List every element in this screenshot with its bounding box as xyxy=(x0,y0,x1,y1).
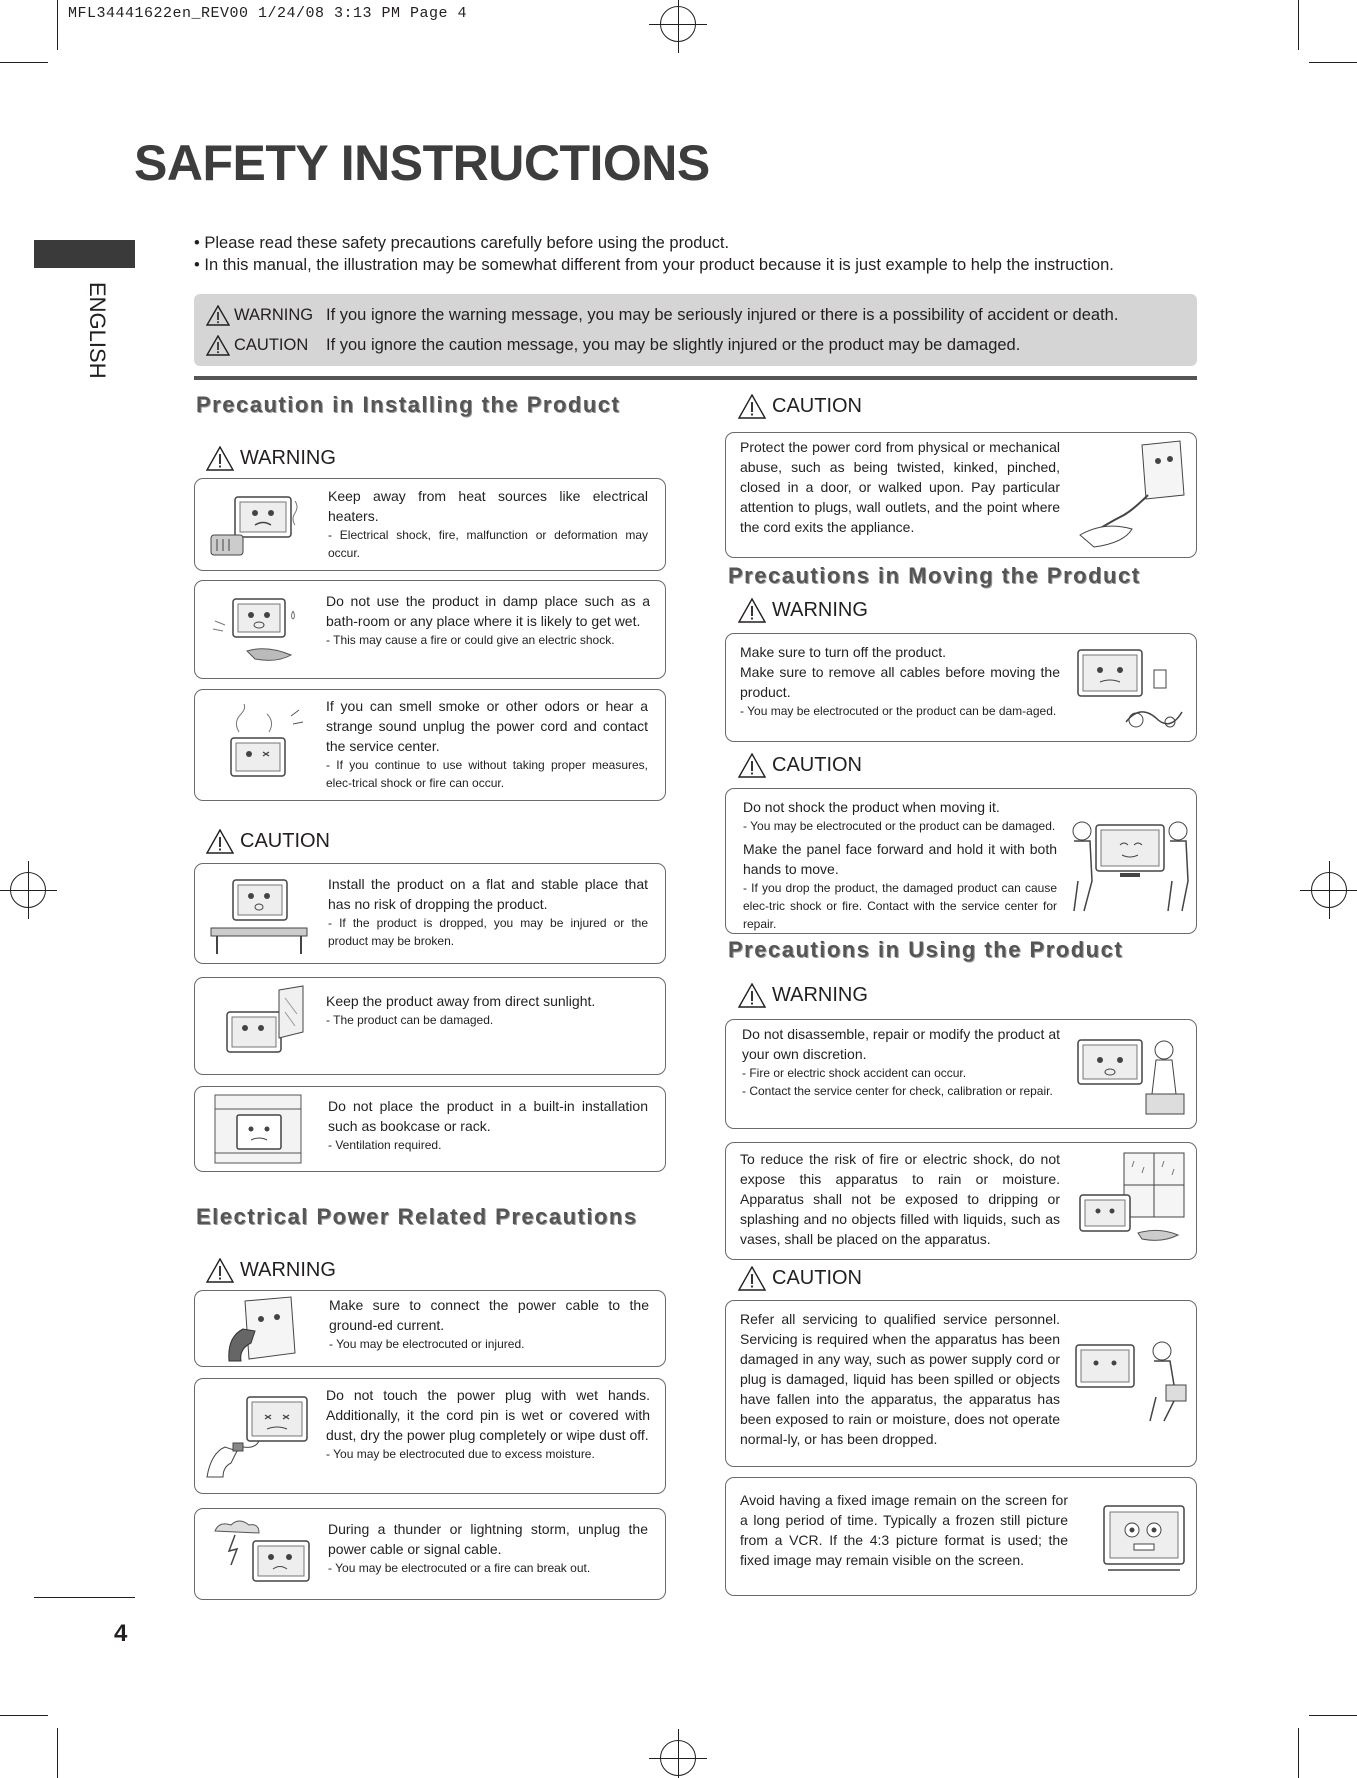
registration-mark xyxy=(10,872,46,908)
power-cord-illustration xyxy=(1074,439,1190,551)
warning-triangle-icon xyxy=(206,335,230,356)
tv-rain-window-illustration xyxy=(1072,1149,1192,1249)
language-tab-label: ENGLISH xyxy=(85,282,110,379)
precaution-subtext: - The product can be damaged. xyxy=(326,1013,494,1027)
precaution-text: Do not shock the product when moving it. xyxy=(743,799,1000,815)
warning-label: WARNING xyxy=(206,446,336,471)
precaution-card xyxy=(725,1477,1197,1596)
crop-mark xyxy=(57,1728,58,1778)
precaution-text: Do not touch the power plug with wet hands. Additionally, it the cord pin is wet or covered with dust, dry the power plug completely or wipe dust off. xyxy=(326,1387,650,1443)
precaution-card xyxy=(194,478,666,571)
precaution-text: Keep the product away from direct sunlight. xyxy=(326,993,596,1009)
precaution-subtext: - If the product is dropped, you may be injured or the product may be broken. xyxy=(328,916,648,948)
precaution-text: Refer all servicing to qualified service personnel. Servicing is required when the apparatus has been damaged in any way, such as power supply cord or plug is damaged, liquid has been spilled or objects have fallen into the apparatus, the apparatus has been exposed to rain or moisture, does not operate normal-ly, or has been dropped. xyxy=(740,1311,1060,1447)
precaution-text: If you can smell smoke or other odors or hear a strange sound unplug the power cord and contact the service center. xyxy=(326,698,648,754)
precaution-card xyxy=(725,432,1197,558)
precaution-card xyxy=(725,1300,1197,1467)
crop-mark xyxy=(1298,0,1299,50)
section-heading-electrical: Electrical Power Related Precautions xyxy=(196,1204,638,1229)
tv-damp-illustration xyxy=(207,591,307,671)
tv-wet-hands-illustration xyxy=(201,1393,321,1483)
registration-mark xyxy=(660,6,696,42)
warning-triangle-icon xyxy=(206,305,230,326)
notice-warning-text: If you ignore the warning message, you may be seriously injured or there is a possibility of accident or death. xyxy=(326,305,1119,324)
precaution-subtext: - This may cause a fire or could give an electric shock. xyxy=(326,633,615,647)
notice-caution-row xyxy=(206,330,1185,360)
tv-bookcase-illustration xyxy=(211,1093,307,1167)
section-heading-installing: Precaution in Installing the Product xyxy=(196,392,621,417)
tv-stand-illustration xyxy=(205,874,315,958)
crop-mark xyxy=(1298,1728,1299,1778)
precaution-subtext: - Fire or electric shock accident can occur. xyxy=(742,1066,967,1080)
precaution-card xyxy=(194,863,666,964)
notice-legend xyxy=(194,294,1197,366)
warning-triangle-icon xyxy=(206,446,234,471)
notice-warning-label: WARNING xyxy=(234,305,314,324)
precaution-subtext: - If you continue to use without taking proper measures, elec-trical shock or fire can occur. xyxy=(326,758,648,790)
tv-heater-illustration xyxy=(205,491,305,563)
notice-caution-text: If you ignore the caution message, you may be slightly injured or the product may be damaged. xyxy=(326,335,1021,354)
two-people-carrying-tv-illustration xyxy=(1068,811,1192,915)
notice-warning-row xyxy=(206,300,1185,330)
precaution-card xyxy=(725,633,1197,742)
print-header: MFL34441622en_REV00 1/24/08 3:13 PM Page 4 xyxy=(68,5,468,22)
precaution-subtext: - Ventilation required. xyxy=(328,1138,442,1152)
precaution-subtext: - You may be electrocuted or the product can be dam-aged. xyxy=(740,704,1057,718)
precaution-card xyxy=(194,1508,666,1600)
crop-mark xyxy=(0,1715,48,1716)
tv-lightning-illustration xyxy=(209,1517,319,1593)
precaution-text: During a thunder or lightning storm, unplug the power cable or signal cable. xyxy=(328,1521,648,1557)
precaution-card xyxy=(725,1142,1197,1260)
crop-mark xyxy=(1309,1715,1357,1716)
precaution-card xyxy=(725,1019,1197,1129)
caution-label: CAUTION xyxy=(738,1266,862,1291)
language-tab-bar xyxy=(34,240,135,268)
registration-mark xyxy=(1311,872,1347,908)
precaution-text: Make the panel face forward and hold it with both hands to move. xyxy=(743,841,1057,877)
precaution-subtext: - You may be electrocuted or the product can be damaged. xyxy=(743,819,1056,833)
ground-outlet-illustration xyxy=(225,1295,305,1363)
warning-label: WARNING xyxy=(206,1258,336,1283)
registration-mark xyxy=(660,1740,696,1776)
precaution-text: Make sure to turn off the product. xyxy=(740,644,946,660)
crop-mark xyxy=(57,0,58,50)
caution-label: CAUTION xyxy=(738,394,862,419)
service-personnel-illustration xyxy=(1070,1331,1190,1431)
precaution-text: Make sure to remove all cables before moving the product. xyxy=(740,664,1060,700)
precaution-text: Keep away from heat sources like electrical heaters. xyxy=(328,488,648,524)
divider xyxy=(194,376,1197,380)
intro-notes xyxy=(194,232,1114,276)
precaution-subtext: - If you drop the product, the damaged product can cause elec-tric shock or fire. Contact with the service center for repair. xyxy=(743,881,1057,931)
precaution-subtext: - You may be electrocuted or a fire can break out. xyxy=(328,1561,591,1575)
precaution-card xyxy=(194,580,666,679)
precaution-card xyxy=(194,1290,666,1367)
tv-repair-illustration xyxy=(1072,1034,1190,1120)
warning-triangle-icon xyxy=(206,829,234,854)
tv-fixed-image-illustration xyxy=(1096,1498,1192,1578)
precaution-card xyxy=(194,1378,666,1494)
section-heading-moving: Precautions in Moving the Product xyxy=(728,563,1141,588)
warning-triangle-icon xyxy=(738,753,766,778)
precaution-card xyxy=(194,977,666,1075)
caution-label: CAUTION xyxy=(738,753,862,778)
precaution-card xyxy=(725,788,1197,934)
precaution-text: Do not place the product in a built-in installation such as bookcase or rack. xyxy=(328,1098,648,1134)
page-title: SAFETY INSTRUCTIONS xyxy=(134,135,710,191)
section-heading-using: Precautions in Using the Product xyxy=(728,937,1124,962)
warning-triangle-icon xyxy=(738,983,766,1008)
precaution-text: Do not disassemble, repair or modify the product at your own discretion. xyxy=(742,1026,1060,1062)
precaution-card xyxy=(194,1086,666,1172)
precaution-subtext: - You may be electrocuted due to excess moisture. xyxy=(326,1447,595,1461)
precaution-subtext: - Electrical shock, fire, malfunction or deformation may occur. xyxy=(328,528,648,560)
intro-note: • In this manual, the illustration may be somewhat different from your product because it is just example to help the instruction. xyxy=(194,254,1114,276)
precaution-text: Protect the power cord from physical or mechanical abuse, such as being twisted, kinked, pinched, closed in a door, or walked upon. Pay particular attention to plugs, wall outlets, and the point where the cord exits the appliance. xyxy=(740,439,1060,535)
warning-triangle-icon xyxy=(206,1258,234,1283)
precaution-subtext: - You may be electrocuted or injured. xyxy=(329,1337,525,1351)
precaution-text: Make sure to connect the power cable to the ground-ed current. xyxy=(329,1297,649,1333)
warning-label: WARNING xyxy=(738,598,868,623)
precaution-text: Do not use the product in damp place such as a bath-room or any place where it is likely to get wet. xyxy=(326,593,650,629)
crop-mark xyxy=(0,62,48,63)
tv-sunlight-illustration xyxy=(207,984,307,1068)
warning-triangle-icon xyxy=(738,598,766,623)
page-number: 4 xyxy=(114,1620,128,1647)
precaution-text: To reduce the risk of fire or electric shock, do not expose this apparatus to rain or moisture. Apparatus shall not be exposed to dripping or splashing and no objects filled with liquids, such as vases, shall be placed on the apparatus. xyxy=(740,1151,1060,1247)
precaution-card xyxy=(194,689,666,801)
caution-label: CAUTION xyxy=(206,829,330,854)
precaution-subtext: - Contact the service center for check, calibration or repair. xyxy=(742,1084,1053,1098)
warning-triangle-icon xyxy=(738,1266,766,1291)
warning-triangle-icon xyxy=(738,394,766,419)
tv-smoke-illustration xyxy=(209,704,309,790)
tv-cables-illustration xyxy=(1070,642,1190,736)
warning-label: WARNING xyxy=(738,983,868,1008)
crop-mark xyxy=(1309,62,1357,63)
precaution-text: Install the product on a flat and stable place that has no risk of dropping the product. xyxy=(328,876,648,912)
intro-note: • Please read these safety precautions carefully before using the product. xyxy=(194,232,1114,254)
divider xyxy=(34,1597,135,1598)
precaution-text: Avoid having a fixed image remain on the screen for a long period of time. Typically a frozen still picture from a VCR. If the 4:3 picture format is used; the fixed image may remain visible on the screen. xyxy=(740,1492,1068,1568)
notice-caution-label: CAUTION xyxy=(234,335,309,354)
